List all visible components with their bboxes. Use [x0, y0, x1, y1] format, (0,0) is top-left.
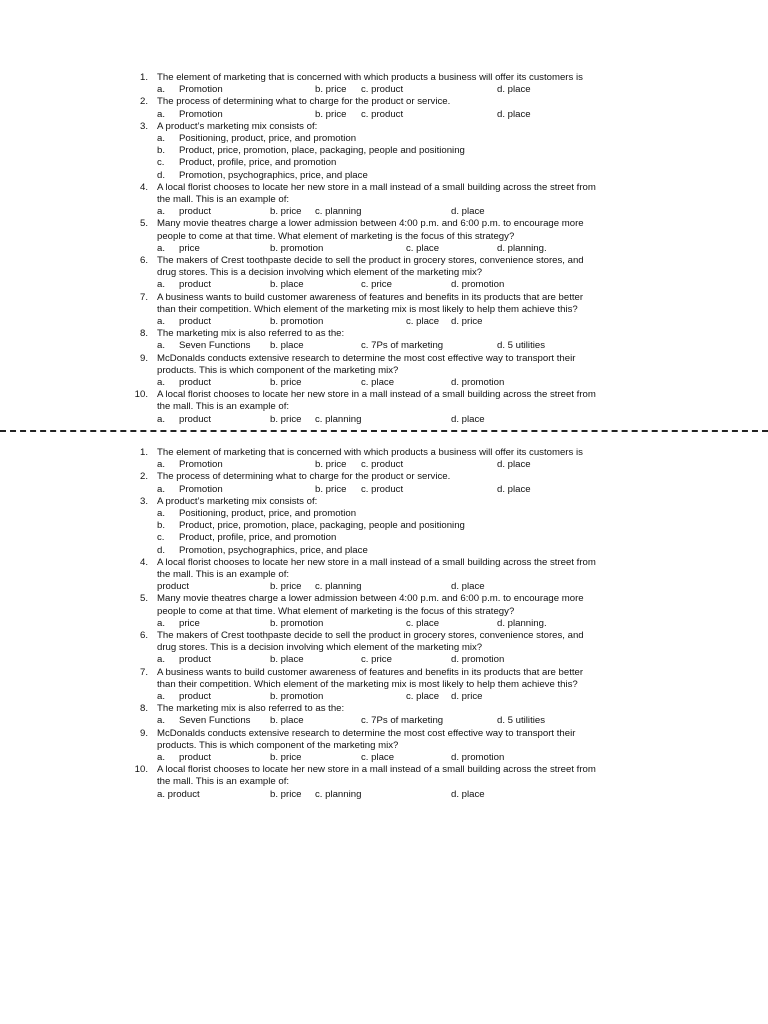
- option-letter: b.: [157, 520, 166, 532]
- option-text: c. place: [406, 242, 440, 254]
- option-text: d. promotion: [451, 377, 505, 388]
- question-text: drug stores. This is a decision involving which element of the marketing mix?: [157, 267, 483, 279]
- option-letter: a.: [157, 413, 166, 425]
- option-letter: a.: [157, 84, 166, 96]
- question-text: The marketing mix is also referred to as the:: [157, 703, 345, 715]
- option-text: c. planning: [315, 413, 362, 425]
- option-text: c. planning: [315, 581, 362, 593]
- option-text: d. place: [451, 413, 485, 425]
- question-text: people to come at that time. What element of marketing is the focus of this strategy?: [157, 230, 515, 242]
- option-text: b. place: [270, 715, 304, 727]
- question-text: The marketing mix is also referred to as the:: [157, 328, 345, 340]
- option-text: product: [179, 691, 211, 702]
- option-text: product: [179, 206, 211, 218]
- question-text: A product’s marketing mix consists of:: [157, 495, 318, 507]
- question-text: The process of determining what to charge for the product or service.: [157, 96, 451, 108]
- option-text: c. place: [361, 752, 395, 763]
- question-number: 3.: [139, 495, 148, 507]
- option-text: product: [179, 752, 211, 763]
- question-text: than their competition. Which element of the marketing mix is most likely to help them achieve this?: [157, 678, 578, 690]
- question-text: A business wants to build customer awareness of features and benefits in its products that are better: [157, 666, 584, 678]
- option-text: d. planning.: [497, 242, 547, 254]
- option-text: c. place: [406, 617, 440, 629]
- option-text: d. place: [451, 581, 485, 593]
- option-text: d. place: [497, 483, 531, 495]
- option-text: Promotion: [179, 459, 223, 471]
- option-text: b. promotion: [270, 316, 324, 327]
- option-letter: a.: [157, 617, 166, 629]
- option-text: b. price: [315, 84, 347, 96]
- option-text: c. planning: [315, 206, 362, 218]
- option-text: d. place: [497, 108, 531, 120]
- option-letter: d.: [157, 169, 166, 181]
- option-text: b. promotion: [270, 242, 324, 254]
- question-text: A local florist chooses to locate her new store in a mall instead of a small building across the street from: [157, 389, 596, 401]
- option-text: Seven Functions: [179, 715, 251, 727]
- option-letter: a.: [157, 133, 166, 144]
- option-text: d. promotion: [451, 752, 505, 763]
- question-text: products. This is which component of the marketing mix?: [157, 739, 399, 751]
- option-text: b. price: [270, 581, 302, 593]
- option-text: Product, profile, price, and promotion: [179, 157, 337, 169]
- option-text: Positioning, product, price, and promotion: [179, 133, 357, 144]
- question-number: 7.: [139, 666, 148, 678]
- option-text: d. place: [497, 84, 531, 96]
- cut-line-divider: [0, 430, 768, 432]
- option-letter: a.: [157, 691, 166, 702]
- option-text: d. promotion: [451, 279, 505, 291]
- option-letter: a.: [157, 715, 166, 727]
- option-text: Seven Functions: [179, 340, 251, 352]
- option-text: c. price: [361, 279, 392, 291]
- question-number: 9.: [139, 727, 148, 739]
- option-text: d. 5 utilities: [497, 715, 545, 727]
- option-text: b. promotion: [270, 691, 324, 702]
- option-text: b. place: [270, 279, 304, 291]
- option-text: Promotion, psychographics, price, and place: [179, 544, 368, 556]
- option-text: b. promotion: [270, 617, 324, 629]
- option-text: Promotion, psychographics, price, and place: [179, 169, 368, 181]
- question-text: drug stores. This is a decision involving which element of the marketing mix?: [157, 642, 483, 654]
- question-number: 2.: [139, 96, 148, 108]
- option-text: product: [179, 654, 211, 666]
- option-letter: d.: [157, 544, 166, 556]
- option-text: c. product: [361, 459, 404, 471]
- option-text: price: [179, 242, 200, 254]
- option-text: b. price: [270, 752, 302, 763]
- option-text: product: [179, 377, 211, 388]
- question-number: 1.: [139, 447, 148, 458]
- option-letter: a.: [157, 483, 166, 495]
- question-text: Many movie theatres charge a lower admission between 4:00 p.m. and 6:00 p.m. to encourage more: [157, 218, 584, 230]
- question-text: The process of determining what to charge for the product or service.: [157, 471, 451, 483]
- option-text: product: [157, 581, 189, 593]
- question-number: 8.: [139, 328, 148, 340]
- option-text: Product, price, promotion, place, packaging, people and positioning: [179, 145, 465, 157]
- option-text: c. place: [406, 691, 440, 702]
- option-letter: a.: [157, 279, 166, 291]
- question-text: The makers of Crest toothpaste decide to sell the product in grocery stores, convenience stores, and: [157, 630, 584, 641]
- question-text: McDonalds conducts extensive research to determine the most cost effective way to transport their: [157, 727, 576, 739]
- option-letter: c.: [157, 532, 165, 544]
- question-text: The element of marketing that is concerned with which products a business will offer its customers is: [157, 447, 583, 458]
- option-text: Product, profile, price, and promotion: [179, 532, 337, 544]
- option-text: d. price: [451, 316, 483, 327]
- question-number: 7.: [139, 291, 148, 303]
- question-text: the mall. This is an example of:: [157, 401, 290, 413]
- question-number: 5.: [139, 593, 148, 605]
- option-text: b. price: [315, 459, 347, 471]
- question-text: The element of marketing that is concerned with which products a business will offer its customers is: [157, 72, 583, 83]
- question-text: the mall. This is an example of:: [157, 776, 290, 788]
- option-text: a. product: [157, 788, 200, 800]
- question-number: 6.: [139, 630, 148, 641]
- option-letter: a.: [157, 654, 166, 666]
- option-text: b. place: [270, 340, 304, 352]
- option-text: c. 7Ps of marketing: [361, 715, 444, 727]
- question-text: The makers of Crest toothpaste decide to sell the product in grocery stores, convenience stores, and: [157, 255, 584, 266]
- option-letter: b.: [157, 145, 166, 157]
- option-text: c. product: [361, 84, 404, 96]
- option-text: d. planning.: [497, 617, 547, 629]
- option-text: b. place: [270, 654, 304, 666]
- question-number: 3.: [139, 120, 148, 132]
- question-text: A local florist chooses to locate her new store in a mall instead of a small building across the street from: [157, 556, 596, 568]
- question-text: products. This is which component of the marketing mix?: [157, 364, 399, 376]
- question-number: 8.: [139, 703, 148, 715]
- option-text: product: [179, 279, 211, 291]
- option-text: d. place: [497, 459, 531, 471]
- question-number: 9.: [139, 352, 148, 364]
- question-number: 10.: [134, 389, 148, 401]
- option-letter: a.: [157, 459, 166, 471]
- option-text: c. place: [361, 377, 395, 388]
- option-letter: a.: [157, 508, 166, 519]
- question-text: A product’s marketing mix consists of:: [157, 120, 318, 132]
- question-text: the mall. This is an example of:: [157, 569, 290, 580]
- option-text: Positioning, product, price, and promotion: [179, 508, 357, 519]
- question-text: than their competition. Which element of the marketing mix is most likely to help them achieve this?: [157, 303, 578, 315]
- option-text: b. price: [270, 377, 302, 388]
- option-letter: a.: [157, 242, 166, 254]
- option-text: c. price: [361, 654, 392, 666]
- option-text: d. price: [451, 691, 483, 702]
- question-text: McDonalds conducts extensive research to determine the most cost effective way to transport their: [157, 352, 576, 364]
- option-letter: a.: [157, 316, 166, 327]
- option-text: b. price: [270, 788, 302, 800]
- option-letter: a.: [157, 206, 166, 218]
- option-text: c. place: [406, 316, 440, 327]
- question-number: 2.: [139, 471, 148, 483]
- option-text: c. product: [361, 108, 404, 120]
- option-text: product: [179, 413, 211, 425]
- option-text: c. product: [361, 483, 404, 495]
- question-number: 4.: [139, 556, 148, 568]
- option-text: d. place: [451, 788, 485, 800]
- question-text: the mall. This is an example of:: [157, 194, 290, 205]
- option-letter: a.: [157, 377, 166, 388]
- option-text: c. planning: [315, 788, 362, 800]
- question-number: 5.: [139, 218, 148, 230]
- option-letter: a.: [157, 108, 166, 120]
- option-text: Promotion: [179, 84, 223, 96]
- option-text: d. 5 utilities: [497, 340, 545, 352]
- question-number: 6.: [139, 255, 148, 266]
- option-text: Product, price, promotion, place, packaging, people and positioning: [179, 520, 465, 532]
- option-letter: a.: [157, 752, 166, 763]
- option-text: Promotion: [179, 483, 223, 495]
- option-text: d. promotion: [451, 654, 505, 666]
- option-text: d. place: [451, 206, 485, 218]
- question-text: Many movie theatres charge a lower admission between 4:00 p.m. and 6:00 p.m. to encourage more: [157, 593, 584, 605]
- option-text: c. 7Ps of marketing: [361, 340, 444, 352]
- question-number: 10.: [134, 764, 148, 776]
- option-text: b. price: [270, 413, 302, 425]
- question-text: A business wants to build customer awareness of features and benefits in its products that are better: [157, 291, 584, 303]
- option-letter: c.: [157, 157, 165, 169]
- option-text: b. price: [315, 108, 347, 120]
- option-text: price: [179, 617, 200, 629]
- option-text: product: [179, 316, 211, 327]
- option-text: b. price: [270, 206, 302, 218]
- question-text: A local florist chooses to locate her new store in a mall instead of a small building across the street from: [157, 181, 596, 193]
- question-number: 1.: [139, 72, 148, 83]
- option-text: Promotion: [179, 108, 223, 120]
- option-letter: a.: [157, 340, 166, 352]
- question-number: 4.: [139, 181, 148, 193]
- option-text: b. price: [315, 483, 347, 495]
- question-text: people to come at that time. What element of marketing is the focus of this strategy?: [157, 605, 515, 617]
- question-text: A local florist chooses to locate her new store in a mall instead of a small building across the street from: [157, 764, 596, 776]
